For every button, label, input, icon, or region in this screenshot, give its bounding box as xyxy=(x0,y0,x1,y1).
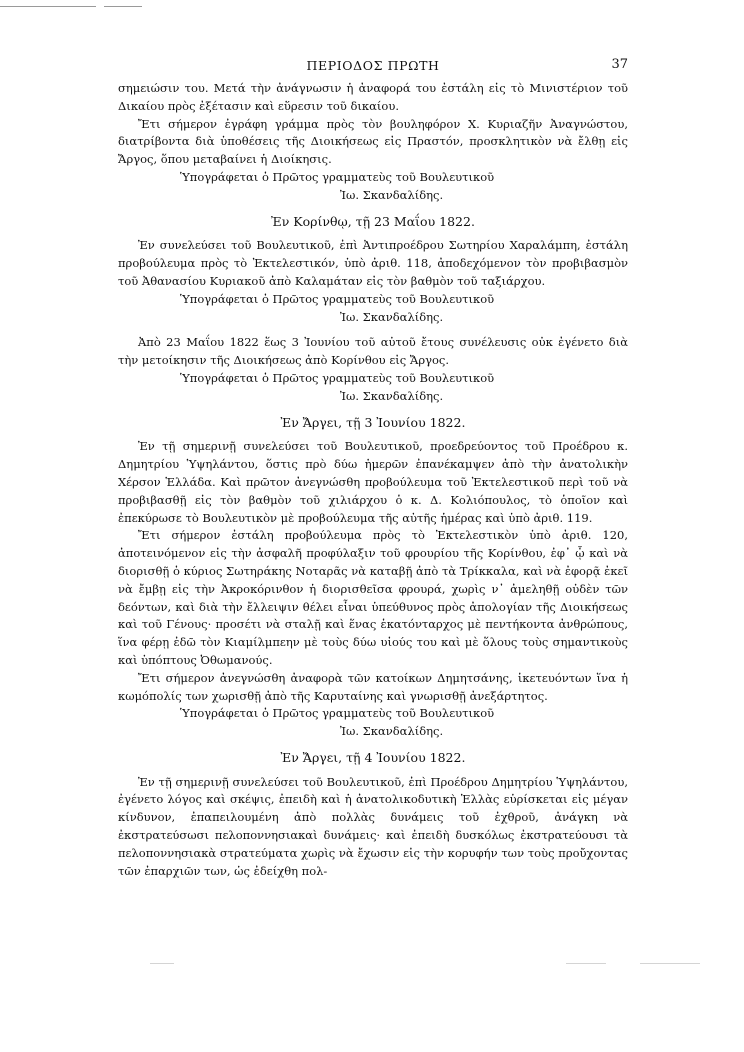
paragraph: Ἔτι σήμερον ἐστάλη προβούλευμα πρὸς τὸ Ἐκτελεστικὸν ὑπὸ ἀριθ. 120, ἀποτεινόμενον εἰς τὴν ἀσφαλῆ προφύλαξιν τοῦ φρουρίου τῆς Κορίνθου, ἐφ᾽ ᾧ καὶ νὰ διορισθῇ ὁ κύριος Σωτηράκης Νοταρᾶς νὰ καταβῇ ἀπὸ τὰ Τρίκκαλα, καὶ νὰ ἐφορᾷ ἐκεῖ νὰ ἔμβῃ εἰς τὴν Ἀκροκόρινθον ἡ διορισθεῖσα φρουρά, χωρὶς ν᾽ ἀμεληθῇ οὐδὲν τῶν δεόντων, καὶ διὰ τὴν ἔλλειψιν θέλει εἶναι ὑπεύθυνος πρὸς ἀπολογίαν τῆς Διοικήσεως καὶ τοῦ Γένους· προσέτι νὰ σταλῇ καὶ ἕνας ἑκατόνταρχος μὲ πεντήκοντα ἀνθρώπους, ἵνα φέρῃ ἐδῶ τὸν Κιαμίλμπεην μὲ τοὺς δύω υἱούς του καὶ μὲ ὅλους τοὺς σημαντικοὺς καὶ ὑπόπτους Ὀθωμανούς. xyxy=(118,528,628,667)
paragraph: Ἀπὸ 23 Μαΐου 1822 ἕως 3 Ἰουνίου τοῦ αὐτοῦ ἔτους συνέλευσις οὐκ ἐγένετο διὰ τὴν μετοίκησιν τῆς Διοικήσεως ἀπὸ Κορίνθου εἰς Ἄργος. xyxy=(118,335,628,368)
section-heading: Ἐν Ἄργει, τῇ 4 Ἰουνίου 1822. xyxy=(280,749,466,765)
signature-name: Ἰω. Σκανδαλίδης. xyxy=(340,388,444,403)
signature-line: Ὑπογράφεται ὁ Πρῶτος γραμματεὺς τοῦ Βουλευτικοῦ xyxy=(180,706,495,721)
signature-name: Ἰω. Σκανδαλίδης. xyxy=(340,724,444,739)
signature-line: Ὑπογράφεται ὁ Πρῶτος γραμματεὺς τοῦ Βουλευτικοῦ xyxy=(180,370,495,385)
paragraph: Ἐν συνελεύσει τοῦ Βουλευτικοῦ, ἐπὶ Ἀντιπροέδρου Σωτηρίου Χαραλάμπη, ἐστάλη προβούλευμα πρὸς τὸ Ἐκτελεστικόν, ὑπὸ ἀριθ. 118, ἀποδεχόμενον τὸν προβιβασμὸν τοῦ Ἀθανασίου Κυριακοῦ ἀπὸ Καλαμάταν εἰς τὸν βαθμὸν τοῦ ταξιάρχου. xyxy=(118,238,628,288)
scan-artifact xyxy=(640,963,700,964)
paragraph: σημειώσιν του. Μετά τὴν ἀνάγνωσιν ἡ ἀναφορά του ἐστάλη εἰς τὸ Μινιστέριον τοῦ Δικαίου πρὸς ἐξέτασιν καὶ εὕρεσιν τοῦ δικαίου. xyxy=(118,81,628,113)
scan-edge-line xyxy=(104,6,142,7)
page-number: 37 xyxy=(611,57,628,72)
running-title: ΠΕΡΙΟΔΟΣ ΠΡΩΤΗ xyxy=(306,58,440,73)
paragraph: Ἔτι σήμερον ἐγράφη γράμμα πρὸς τὸν βουληφόρον Χ. Κυριαζῆν Ἀναγνώστου, διατρίβοντα διὰ ὑποθέσεις τῆς Διοικήσεως εἰς Πραστόν, προσκλητικὸν νὰ ἔλθῃ εἰς Ἄργος, ὅπου μεταβαίνει ἡ Διοίκησις. xyxy=(118,116,628,167)
signature-line: Ὑπογράφεται ὁ Πρῶτος γραμματεὺς τοῦ Βουλευτικοῦ xyxy=(180,169,495,184)
paragraph: Ἐν τῇ σημερινῇ συνελεύσει τοῦ Βουλευτικοῦ, προεδρεύοντος τοῦ Προέδρου κ. Δημητρίου Ὑψηλάντου, ὅστις πρὸ δύω ἡμερῶν ἐπανέκαμψεν ἀπὸ τὴν ἀνατολικὴν Χέρσον Ἑλλάδα. Καὶ πρῶτον ἀνεγνώσθη προβούλευμα τοῦ Ἐκτελεστικοῦ περὶ τοῦ νὰ προβιβασθῇ εἰς τὸν βαθμὸν τοῦ χιλιάρχου ὁ κ. Δ. Κολιόπουλος, τὸ ὁποῖον καὶ ἐπεκύρωσε τὸ Βουλευτικὸν μὲ προβούλευμα τῆς αὐτῆς ἡμέρας καὶ ὑπὸ ἀριθ. 119. xyxy=(118,439,628,525)
scan-edge-line xyxy=(0,6,96,7)
section-heading: Ἐν Κορίνθῳ, τῇ 23 Μαΐου 1822. xyxy=(271,213,475,229)
section-heading: Ἐν Ἄργει, τῇ 3 Ἰουνίου 1822. xyxy=(280,414,466,430)
scan-artifact xyxy=(566,963,606,964)
scan-artifact xyxy=(150,963,174,964)
signature-name: Ἰω. Σκανδαλίδης. xyxy=(340,309,444,324)
signature-line: Ὑπογράφεται ὁ Πρῶτος γραμματεὺς τοῦ Βουλευτικοῦ xyxy=(180,291,495,306)
page-header xyxy=(118,58,628,76)
signature-name: Ἰω. Σκανδαλίδης. xyxy=(340,187,444,202)
page-body xyxy=(118,80,628,880)
paragraph: Ἐν τῇ σημερινῇ συνελεύσει τοῦ Βουλευτικοῦ, ἐπὶ Προέδρου Δημητρίου Ὑψηλάντου, ἐγένετο λόγος καὶ σκέψις, ἐπειδὴ καὶ ἡ ἀνατολικοδυτικὴ Ἑλλὰς εὑρίσκεται εἰς μέγαν κίνδυνον, ἐπαπειλουμένη ἀπὸ πολλὰς δυνάμεις τοῦ ἐχθροῦ, ἀνάγκη νὰ ἐκστρατεύσωσι πελοποννησιακαὶ δυνάμεις· καὶ ἐπειδὴ δυσκόλως ἐκστρατεύουσι τὰ πελοποννησιακὰ στρατεύματα χωρὶς νὰ ἔχωσιν εἰς τὴν κορυφήν των τοὺς προὔχοντας τῶν ἐπαρχιῶν των, ὡς ἐδείχθη πολ- xyxy=(118,774,628,878)
paragraph: Ἔτι σήμερον ἀνεγνώσθη ἀναφορὰ τῶν κατοίκων Δημητσάνης, ἱκετευόντων ἵνα ἡ κωμόπολίς των χωρισθῇ ἀπὸ τῆς Καρυταίνης καὶ γνωρισθῇ ἀνεξάρτητος. xyxy=(118,670,628,703)
